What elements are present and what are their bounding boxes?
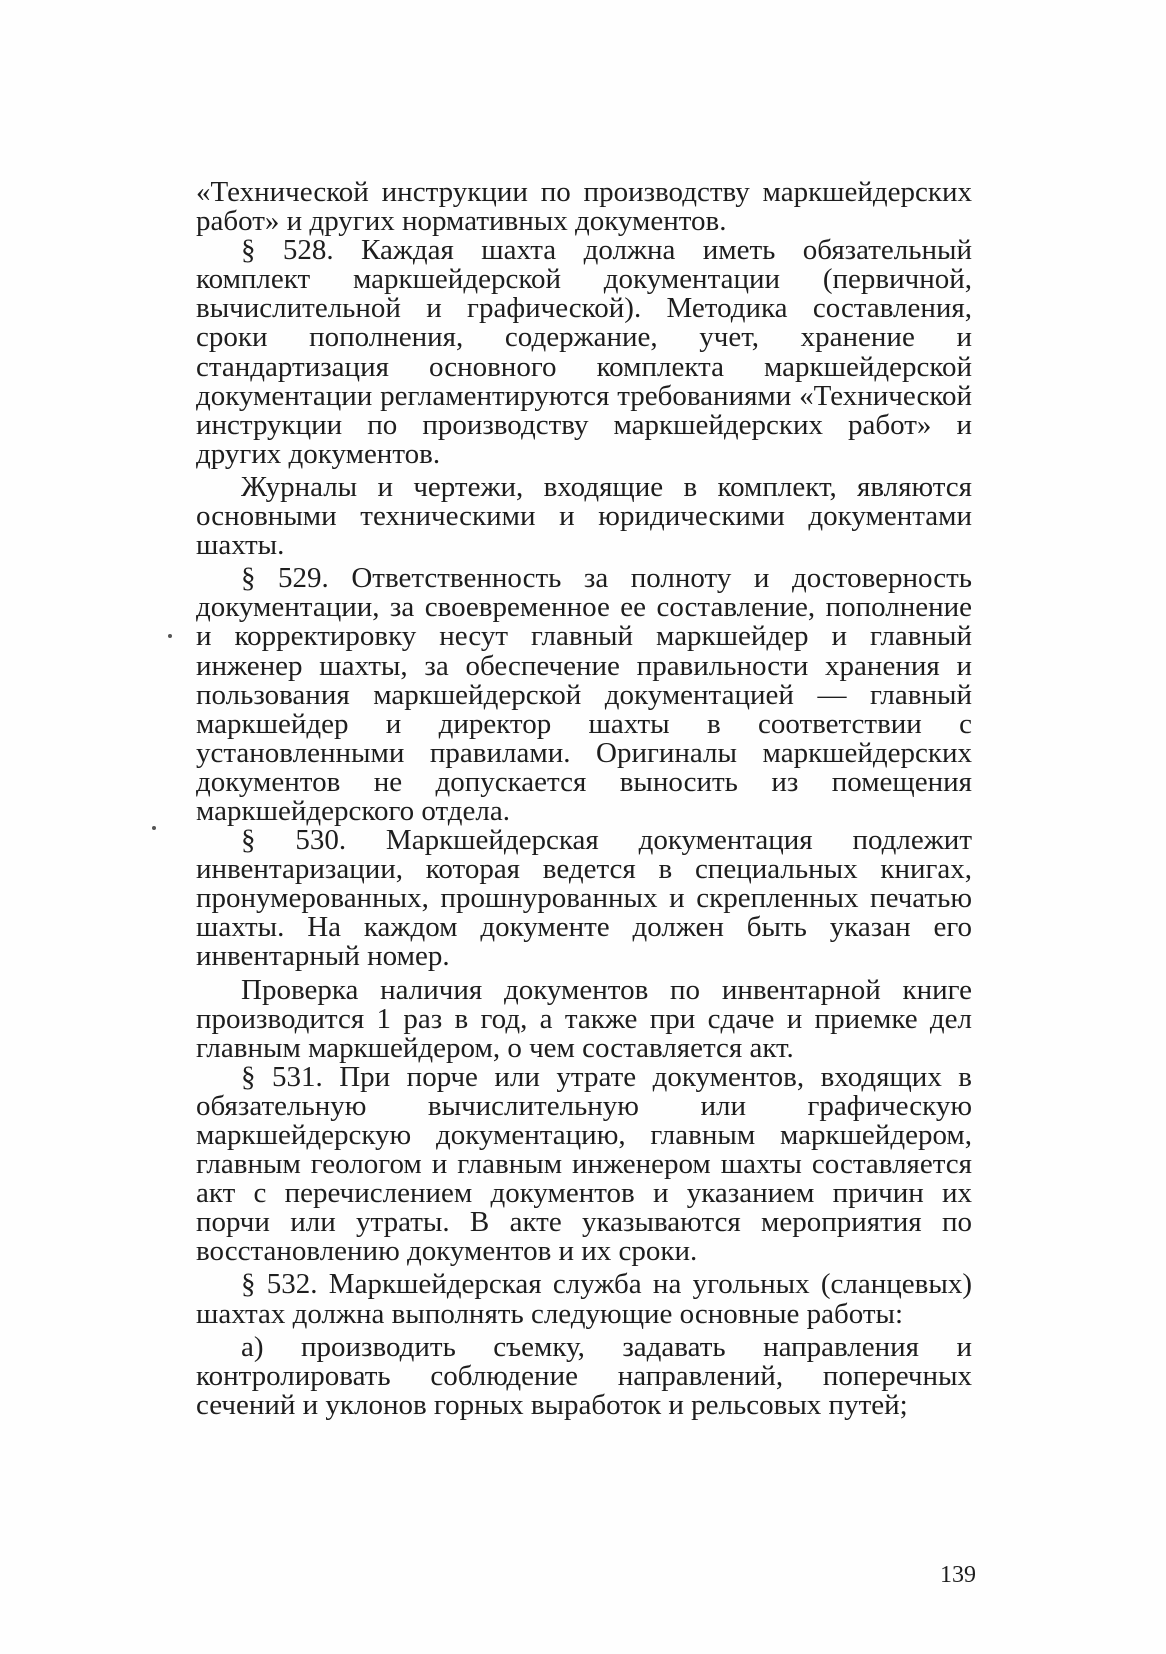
paragraph-528: § 528. Каждая шахта должна иметь обязательный комплект маркшейдерской документации (первичной, вычислительной и графической). Методика составления, сроки пополнения, содержание, учет, хранение и стандартизация основного комплекта маркшейдерской документации регламентируются требованиями «Технической инструкции по производству маркшейдерских работ» и других документов. [196, 234, 972, 470]
paragraph-532-item-a: а) производить съемку, задавать направления и контролировать соблюдение направлений, поперечных сечений и уклонов горных выработок и рельсовых путей; [196, 1330, 972, 1421]
paragraph-journals: Журналы и чертежи, входящие в комплект, являются основными техническими и юридическими документами шахты. [196, 470, 972, 562]
paragraph-continuation: «Технической инструкции по производству маркшейдерских работ» и других нормативных документов. [196, 176, 972, 238]
body-text [196, 178, 972, 1420]
page-number: 139 [940, 1562, 976, 1588]
paragraph-inventory-check: Проверка наличия документов по инвентарной книге производится 1 раз в год, а также при сдаче и приемке дел главным маркшейдером, о чем составляется акт. [196, 973, 972, 1064]
paragraph-532: § 532. Маркшейдерская служба на угольных (сланцевых) шахтах должна выполнять следующие основные работы: [196, 1268, 972, 1330]
print-speck [152, 826, 156, 830]
paragraph-529: § 529. Ответственность за полноту и достоверность документации, за своевременное ее составление, пополнение и корректировку несут главный маркшейдер и главный инженер шахты, за обеспечение правильности хранения и пользования маркшейдерской документацией — главный маркшейдер и директор шахты в соответствии с установленными правилами. Оригиналы маркшейдерских документов не допускается выносить из помещения маркшейдерского отдела. [196, 562, 972, 827]
paragraph-530: § 530. Маркшейдерская документация подлежит инвентаризации, которая ведется в специальных книгах, пронумерованных, прошнурованных и скрепленных печатью шахты. На каждом документе должен быть указан его инвентарный номер. [196, 824, 972, 973]
paragraph-531: § 531. При порче или утрате документов, входящих в обязательную вычислительную или графическую маркшейдерскую документацию, главным маркшейдером, главным геологом и главным инженером шахты составляется акт с перечислением документов и указанием причин их порчи или утраты. В акте указываются мероприятия по восстановлению документов и их сроки. [196, 1060, 972, 1268]
print-speck [168, 634, 172, 638]
